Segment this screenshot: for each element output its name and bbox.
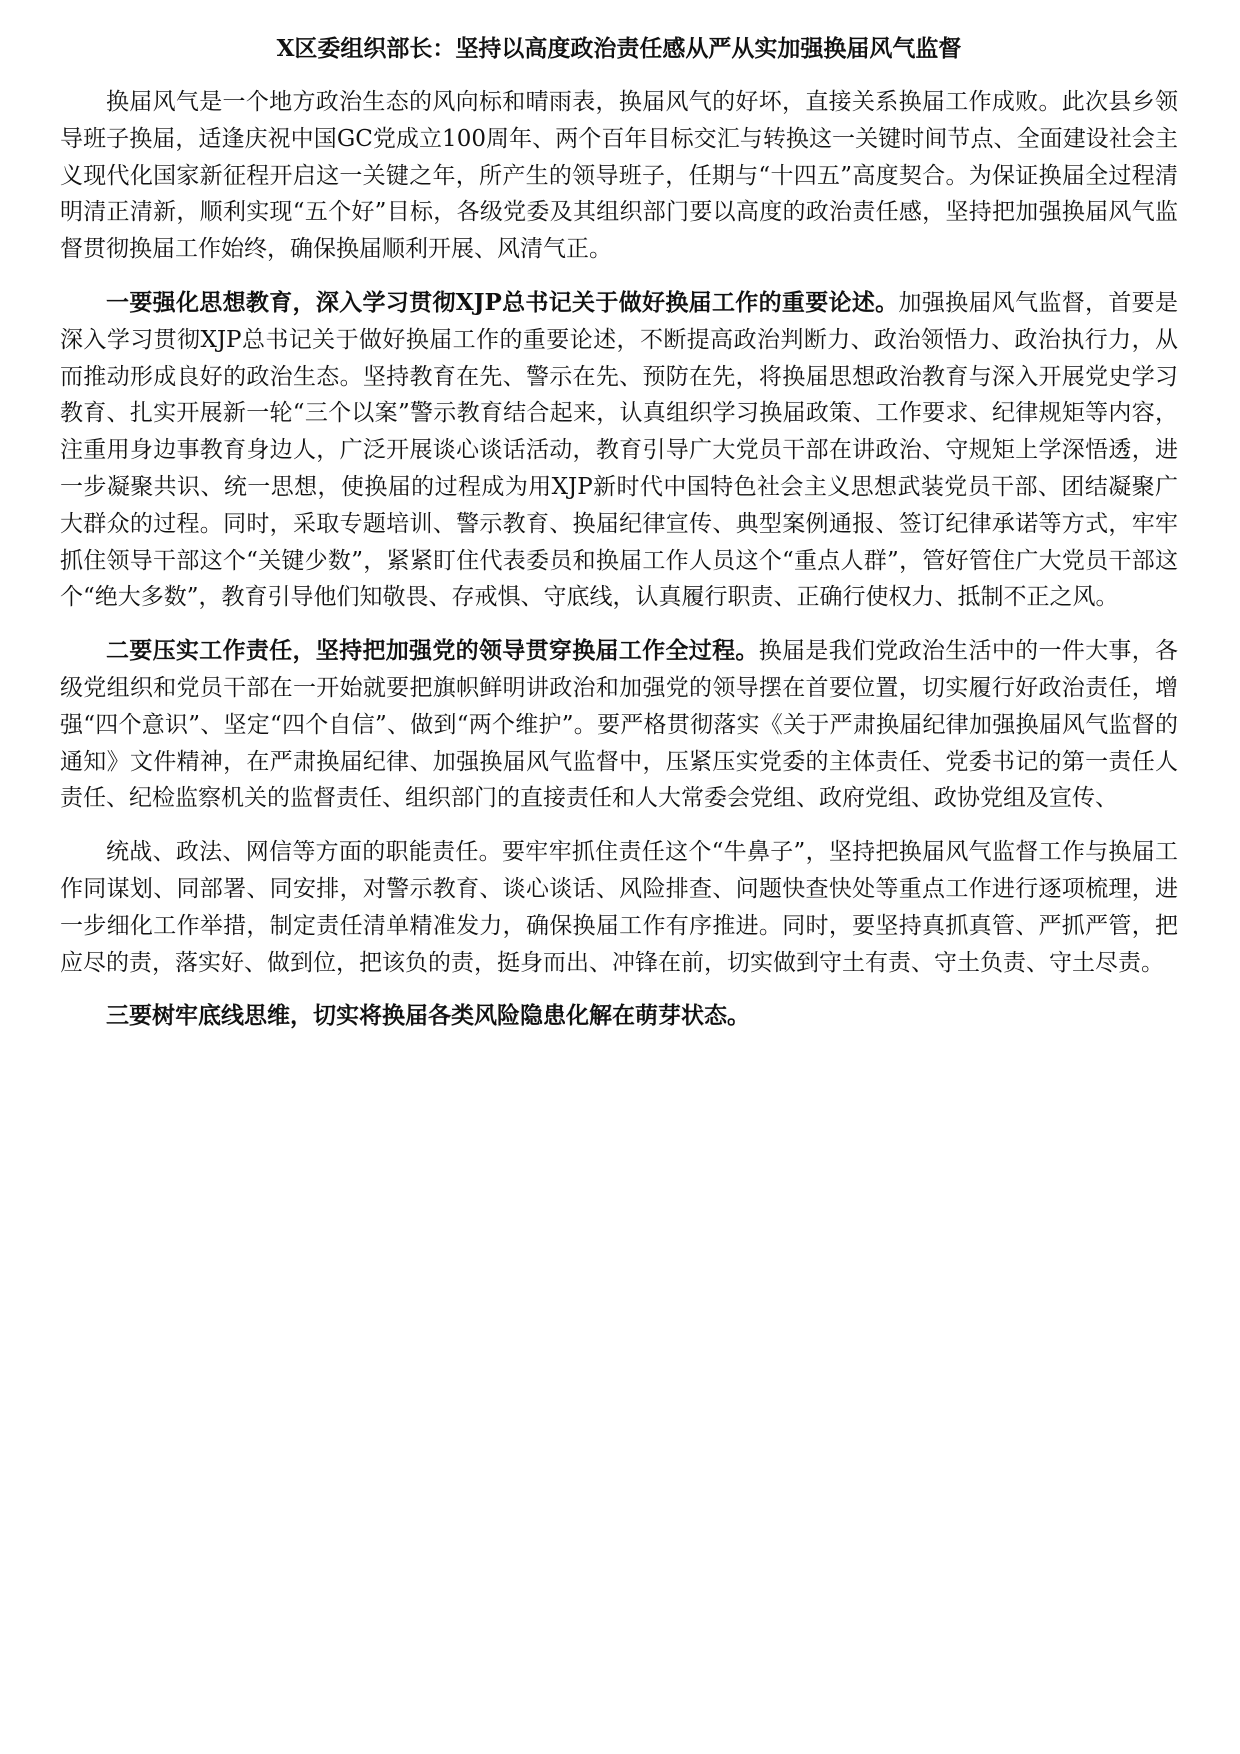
section-2-body: 换届是我们党政治生活中的一件大事，各级党组织和党员干部在一开始就要把旗帜鲜明讲政治和加强党的领导摆在首要位置，切实履行好政治责任，增强“四个意识”、坚定“四个自信”、做到“两个维护”。要严格贯彻落实《关于严肃换届纪律加强换届风气监督的通知》文件精神，在严肃换届纪律、加强换届风气监督中，压紧压实党委的主体责任、党委书记的第一责任人责任、纪检监察机关的监督责任、组织部门的直接责任和人大常委会党组、政府党组、政协党组及宣传、 <box>60 638 1179 812</box>
section-2-paragraph <box>60 633 1178 817</box>
section-1-body: 加强换届风气监督，首要是深入学习贯彻XJP总书记关于做好换届工作的重要论述，不断提高政治判断力、政治领悟力、政治执行力，从而推动形成良好的政治生态。坚持教育在先、警示在先、预防在先，将换届思想政治教育与深入开展党史学习教育、扎实开展新一轮“三个以案”警示教育结合起来，认真组织学习换届政策、工作要求、纪律规矩等内容，注重用身边事教育身边人，广泛开展谈心谈话活动，教育引导广大党员干部在讲政治、守规矩上学深悟透，进一步凝聚共识、统一思想，使换届的过程成为用XJP新时代中国特色社会主义思想武装党员干部、团结凝聚广大群众的过程。同时，采取专题培训、警示教育、换届纪律宣传、典型案例通报、签订纪律承诺等方式，牢牢抓住领导干部这个“关键少数”，紧紧盯住代表委员和换届工作人员这个“重点人群”，管好管住广大党员干部这个“绝大多数”，教育引导他们知敬畏、存戒惧、守底线，认真履行职责、正确行使权力、抵制不正之风。 <box>60 289 1178 611</box>
section-2-heading: 二要压实工作责任，坚持把加强党的领导贯穿换届工作全过程。 <box>106 637 759 665</box>
section-1-heading: 一要强化思想教育，深入学习贯彻XJP总书记关于做好换届工作的重要论述。 <box>106 288 899 316</box>
intro-paragraph: 换届风气是一个地方政治生态的风向标和晴雨表，换届风气的好坏，直接关系换届工作成败。此次县乡领导班子换届，适逢庆祝中国GC党成立100周年、两个百年目标交汇与转换这一关键时间节点、全面建设社会主义现代化国家新征程开启这一关键之年，所产生的领导班子，任期与“十四五”高度契合。为保证换届全过程清明清正清新，顺利实现“五个好”目标，各级党委及其组织部门要以高度的政治责任感，坚持把加强换届风气监督贯彻换届工作始终，确保换届顺利开展、风清气正。 <box>60 89 1178 263</box>
document-title: X区委组织部长：坚持以高度政治责任感从严从实加强换届风气监督 <box>276 35 962 62</box>
section-3-heading: 三要树牢底线思维，切实将换届各类风险隐患化解在萌芽状态。 <box>106 1002 750 1030</box>
document-page <box>60 34 1178 1035</box>
section-2-continuation: 统战、政法、网信等方面的职能责任。要牢牢抓住责任这个“牛鼻子”，坚持把换届风气监督工作与换届工作同谋划、同部署、同安排，对警示教育、谈心谈话、风险排查、问题快查快处等重点工作进行逐项梳理，进一步细化工作举措，制定责任清单精准发力，确保换届工作有序推进。同时，要坚持真抓真管、严抓严管，把应尽的责，落实好、做到位，把该负的责，挺身而出、冲锋在前，切实做到守土有责、守土负责、守土尽责。 <box>60 839 1178 976</box>
section-1-paragraph <box>60 285 1178 616</box>
